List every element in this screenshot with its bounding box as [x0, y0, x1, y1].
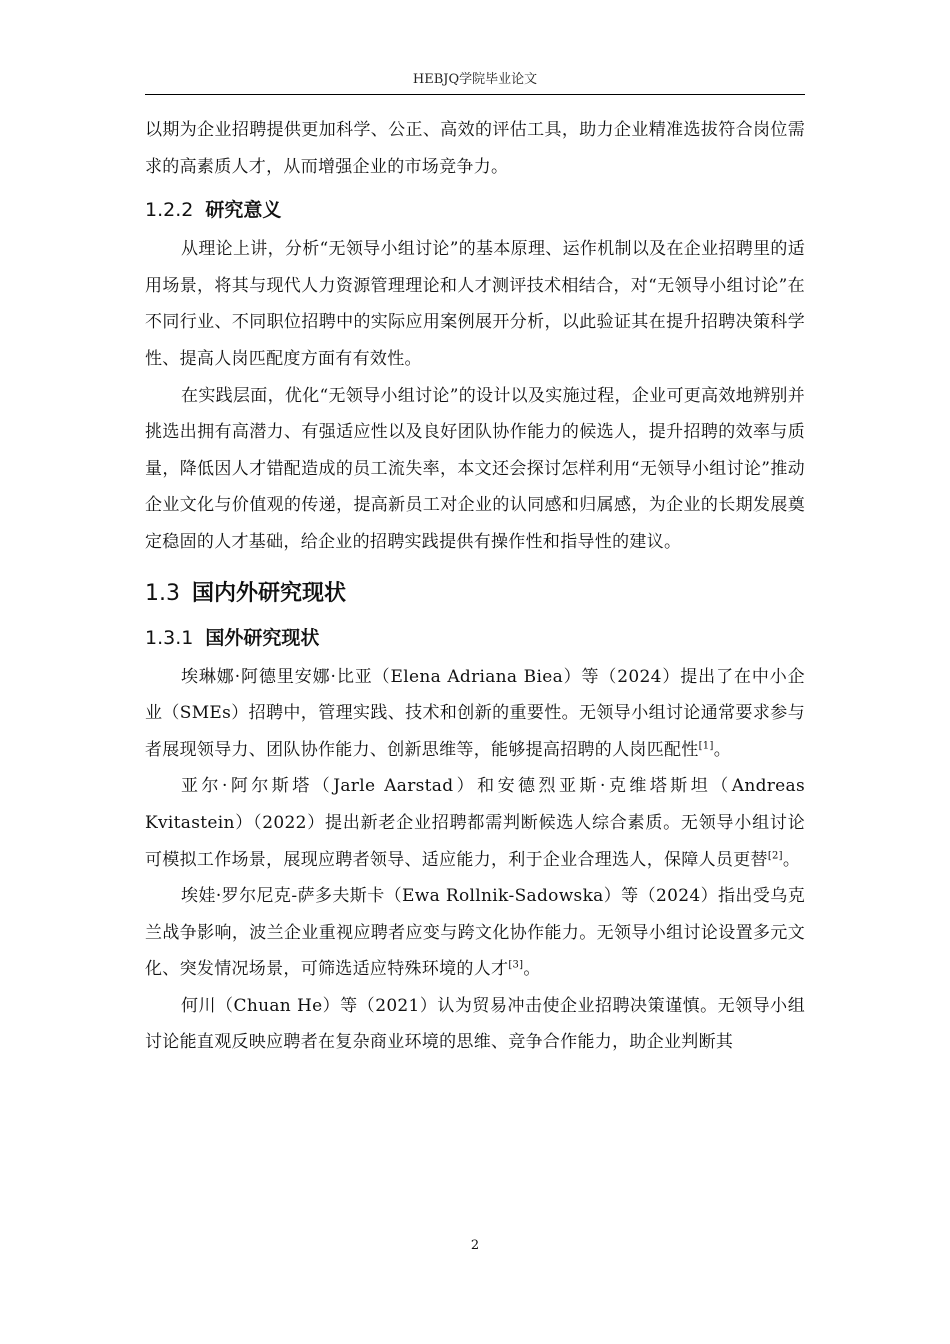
paragraph-practice: 在实践层面，优化“无领导小组讨论”的设计以及实施过程，企业可更高效地辨别并挑选出拥有高潜力、有强适应性以及良好团队协作能力的候选人，提升招聘的效率与质量，降低因人才错配造成的员工流失率，本文还会探讨怎样利用“无领导小组讨论”推动企业文化与价值观的传递，提高新员工对企业的认同感和归属感，为企业的长期发展奠定稳固的人才基础，给企业的招聘实践提供有操作性和指导性的建议。 — [145, 385, 805, 552]
section-number: 1.2.2 — [145, 199, 194, 222]
paragraph-ref-1 — [145, 659, 805, 769]
paragraph-ref-4: 何川（Chuan He）等（2021）认为贸易冲击使企业招聘决策谨慎。无领导小组讨论能直观反映应聘者在复杂商业环境的思维、竞争合作能力，助企业判断其 — [145, 995, 805, 1053]
header-rule — [145, 94, 805, 95]
paragraph-text: 埃琳娜·阿德里安娜·比亚（Elena Adriana Biea）等（2024）提出了在中小企业（SMEs）招聘中，管理实践、技术和创新的重要性。无领导小组讨论通常要求参与者展现领导力、团队协作能力、创新思维等，能够提高招聘的人岗匹配性 — [145, 666, 805, 760]
section-number: 1.3.1 — [145, 626, 194, 649]
citation-ref: [3] — [508, 959, 524, 971]
running-header: HEBJQ学院毕业论文 — [412, 72, 538, 87]
paragraph-theory: 从理论上讲，分析“无领导小组讨论”的基本原理、运作机制以及在企业招聘里的适用场景，将其与现代人力资源管理理论和人才测评技术相结合，对“无领导小组讨论”在不同行业、不同职位招聘中的实际应用案例展开分析，以此验证其在提升招聘决策科学性、提高人岗匹配度方面有有效性。 — [145, 239, 805, 369]
section-title: 研究意义 — [205, 199, 282, 222]
paragraph-text: 埃娃·罗尔尼克-萨多夫斯卡（Ewa Rollnik‑Sadowska）等（2024）指出受乌克兰战争影响，波兰企业重视应聘者应变与跨文化协作能力。无领导小组讨论设置多元文化、突发情况场景，可筛选适应特殊环境的人才 — [145, 886, 805, 980]
section-heading-1-2-2 — [145, 193, 805, 227]
section-number: 1.3 — [145, 580, 180, 606]
section-title: 国外研究现状 — [205, 626, 320, 649]
intro-paragraph: 以期为企业招聘提供更加科学、公正、高效的评估工具，助力企业精准选拔符合岗位需求的高素质人才，从而增强企业的市场竞争力。 — [145, 120, 805, 177]
section-heading-1-3 — [145, 575, 805, 613]
citation-ref: [1] — [698, 740, 714, 752]
paragraph-ref-2 — [145, 768, 805, 878]
paragraph-text: 亚尔·阿尔斯塔（Jarle Aarstad）和安德烈亚斯·克维塔斯坦（Andreas Kvitastein）（2022）提出新老企业招聘都需判断候选人综合素质。无领导小组讨论可模拟工作场景，展现应聘者领导、适应能力，利于企业合理选人，保障人员更替 — [145, 776, 805, 870]
section-title: 国内外研究现状 — [192, 580, 347, 606]
paragraph-end: 。 — [713, 739, 731, 760]
page-number: 2 — [470, 1238, 480, 1253]
paragraph-end: 。 — [523, 959, 541, 980]
paragraph-ref-3 — [145, 878, 805, 988]
page-body — [145, 112, 805, 1061]
citation-ref: [2] — [767, 849, 783, 861]
section-heading-1-3-1 — [145, 621, 805, 655]
paragraph-end: 。 — [782, 849, 801, 870]
